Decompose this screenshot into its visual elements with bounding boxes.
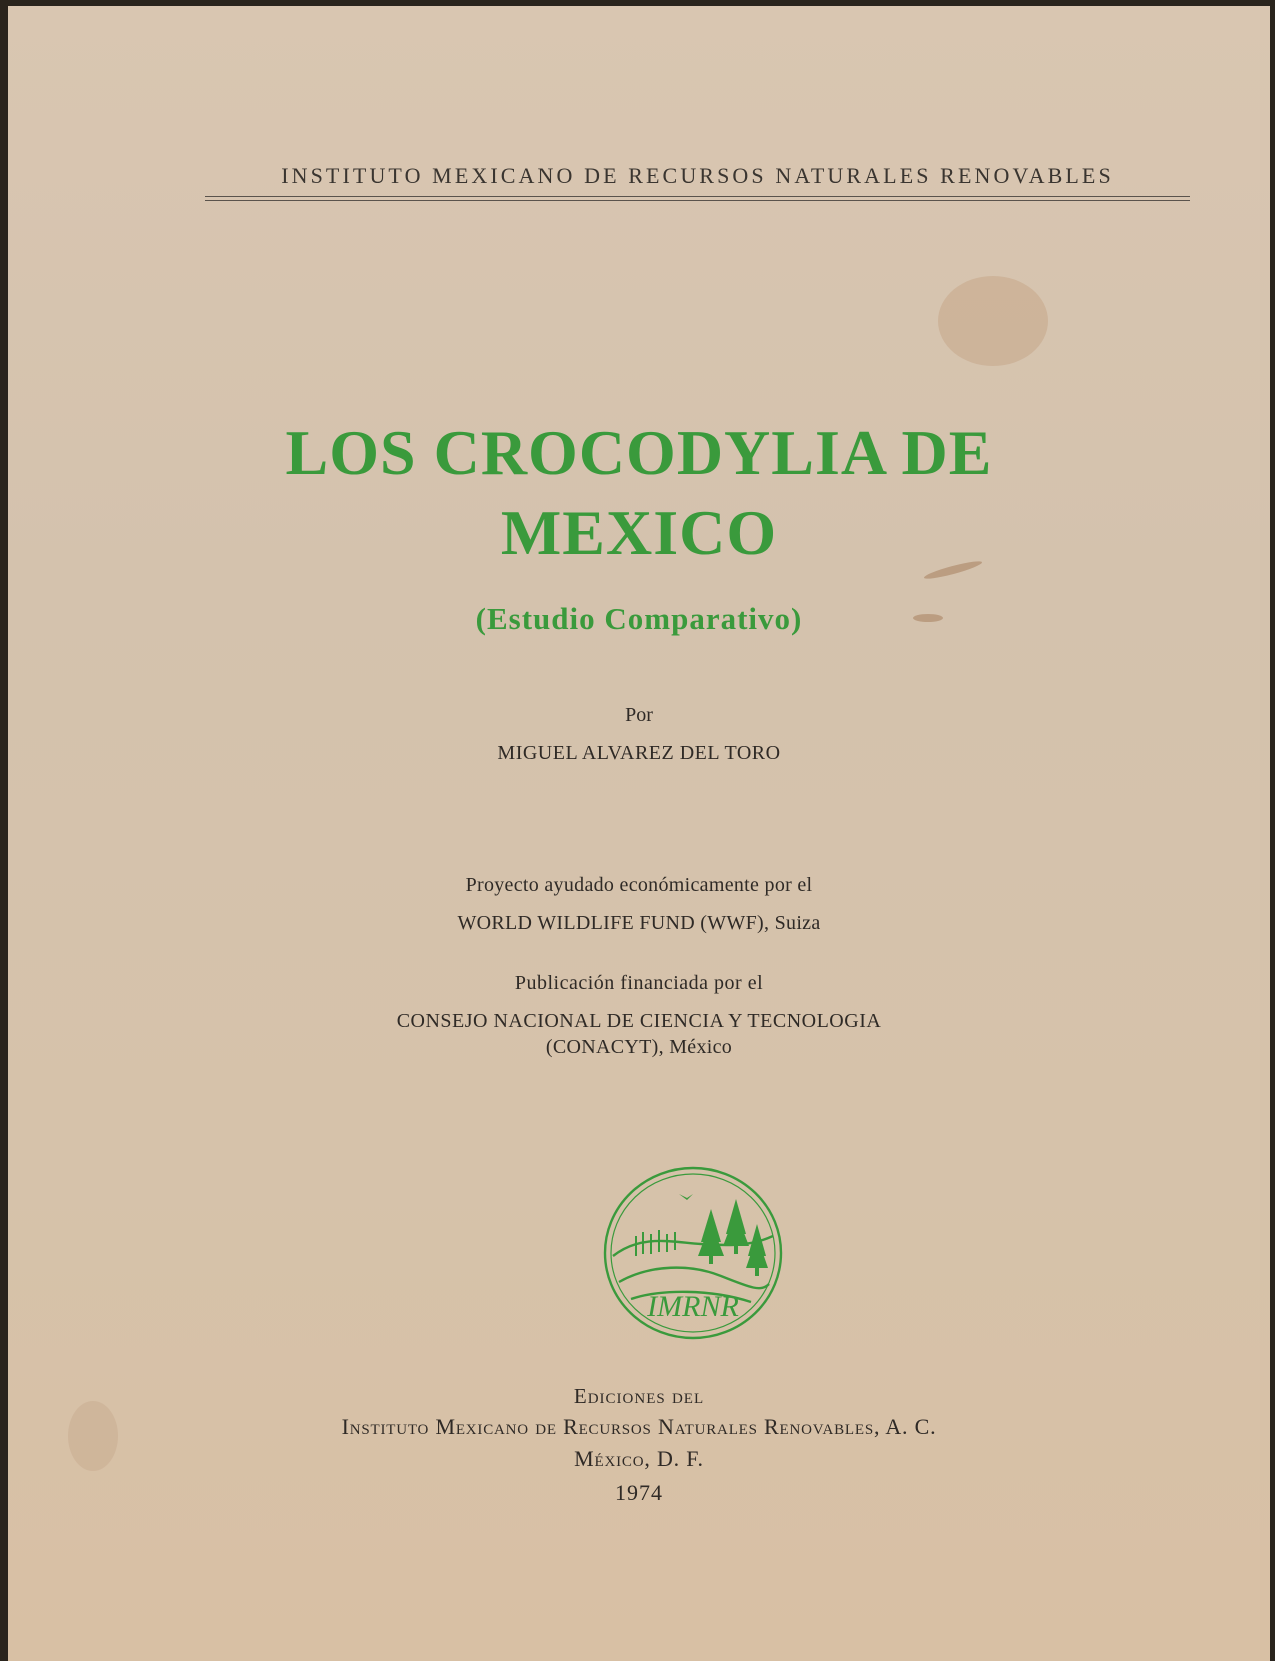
header-rule-top <box>205 196 1190 197</box>
institute-header: INSTITUTO MEXICANO DE RECURSOS NATURALES RENOVABLES <box>281 163 1114 188</box>
funding-line-5: (CONACYT), México <box>545 1036 733 1058</box>
subtitle: (Estudio Comparativo) <box>475 601 803 636</box>
title-line-2: MEXICO <box>500 497 778 568</box>
funding-line-1: Proyecto ayudado económicamente por el <box>465 874 813 896</box>
author-name: MIGUEL ALVAREZ DEL TORO <box>497 742 781 764</box>
title-line-1: LOS CROCODYLIA DE <box>285 417 993 488</box>
publication-year: 1974 <box>615 1480 663 1505</box>
funding-line-3: Publicación financiada por el <box>514 972 764 994</box>
funding-line-2: WORLD WILDLIFE FUND (WWF), Suiza <box>457 912 821 934</box>
publisher-city: México, D. F. <box>574 1446 704 1471</box>
book-cover <box>8 6 1270 1661</box>
seal-initials: IMRNR <box>647 1290 739 1323</box>
funding-line-4: CONSEJO NACIONAL DE CIENCIA Y TECNOLOGIA <box>396 1010 882 1032</box>
publisher-institute: Instituto Mexicano de Recursos Naturales Renovables, A. C. <box>341 1414 937 1439</box>
forest-landscape-seal-icon <box>601 1164 786 1342</box>
author-by: Por <box>625 704 653 726</box>
publisher-editions: Ediciones del <box>573 1384 705 1408</box>
paper-stain <box>938 276 1048 366</box>
header-rule-bottom <box>205 200 1190 201</box>
